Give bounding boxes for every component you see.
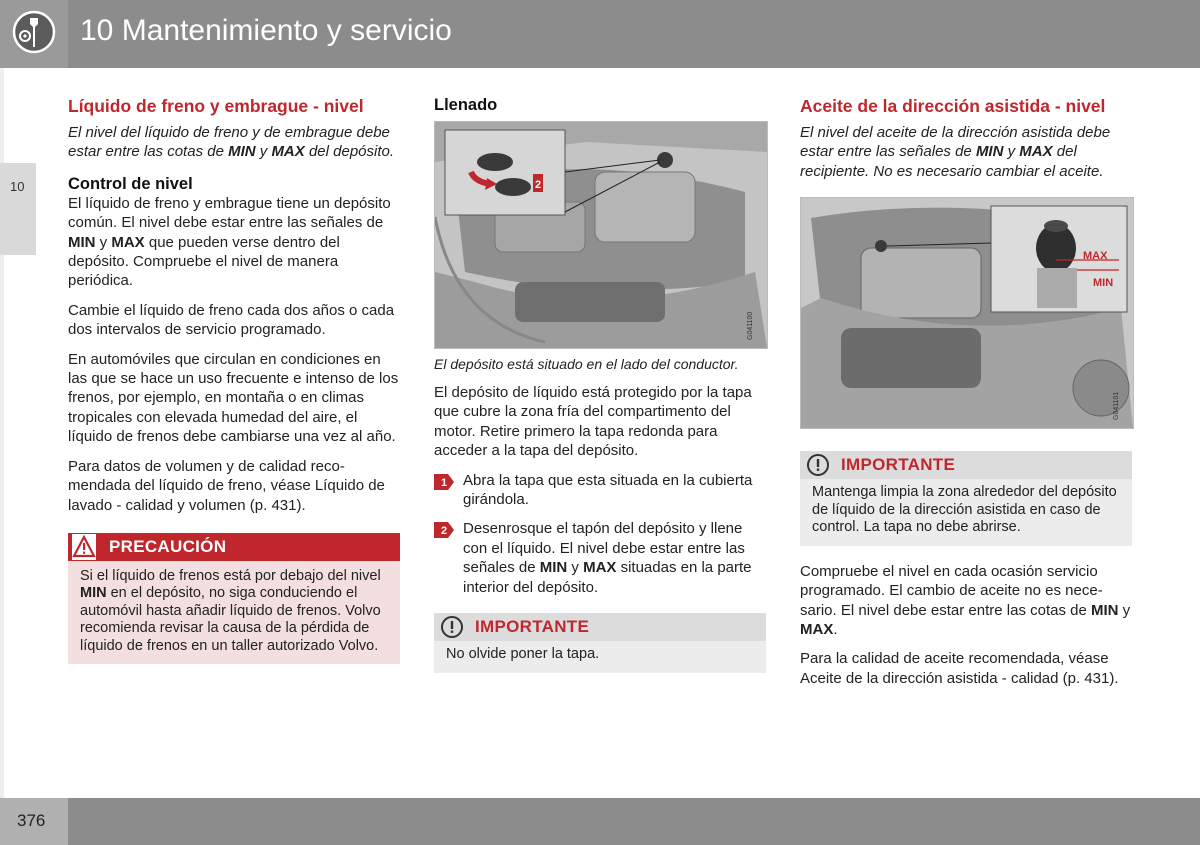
important-text-2: Mantenga limpia la zona alrededor del depósito de líquido de la dirección asistida en caso de control. La tapa no debe abrirse. — [812, 484, 1117, 536]
important-header — [434, 613, 766, 641]
important-text: No olvide poner la tapa. — [446, 646, 600, 663]
important-label: IMPORTANTE — [475, 617, 590, 637]
step-1-badge: 1 — [434, 474, 454, 490]
figure-code: G041100 — [747, 311, 754, 340]
subheading-filling: Llenado — [434, 96, 498, 114]
warning-triangle-icon — [72, 534, 96, 560]
figure-caption: El depósito está situado en el lado del conductor. — [434, 356, 739, 372]
step-2 — [434, 519, 766, 597]
column-filling — [434, 95, 766, 673]
important-box-steering — [800, 451, 1132, 546]
chapter-tab — [0, 163, 36, 255]
section-heading-power-steering: Aceite de la dirección asistida - nivel — [800, 96, 1106, 116]
header-icon-box — [0, 0, 68, 68]
caution-header — [68, 533, 400, 561]
chapter-title: 10 Mantenimiento y servicio — [80, 14, 452, 47]
engine-bay-image-steering — [800, 197, 1134, 429]
brake-paragraph-3: En automóviles que circulan en condiciones en las que se hace un uso frecuente e intenso de los frenos, por ejemplo, en montaña o en climas tropicales con elevada humedad del aire, el líquido de frenos debe cambiarse una vez al año. — [68, 350, 399, 446]
section-heading-brake-fluid: Líquido de freno y embrague - nivel — [68, 96, 364, 116]
steering-paragraph-1: Compruebe el nivel en cada ocasión servicio programado. El cambio de aceite no es necesario. El nivel debe estar entre las cotas de MIN y MAX. — [800, 562, 1131, 638]
chapter-tab-number: 10 — [10, 179, 25, 194]
brake-paragraph-2: Cambie el líquido de freno cada dos años o cada dos intervalos de servicio programado. — [68, 301, 395, 339]
engine-bay-image-brake — [434, 121, 768, 349]
important-label-2: IMPORTANTE — [841, 455, 956, 475]
brake-fluid-intro: El nivel del líquido de freno y de embrague debe estar entre las cotas de MIN y MAX del depósito. — [68, 124, 395, 161]
important-box-filling — [434, 613, 766, 673]
svg-text:2: 2 — [535, 179, 542, 191]
filling-paragraph: El depósito de líquido está protegido por la tapa que cubre la zona fría del compartimento del motor. Retire primero la tapa redonda para acceder a la tapa del depósito. — [434, 384, 752, 460]
important-header-2 — [800, 451, 1132, 479]
wrench-gear-icon — [12, 10, 56, 54]
exclamation-circle-icon — [440, 615, 464, 639]
brake-paragraph-1: El líquido de freno y embrague tiene un depósito común. El nivel debe estar entre las señales de MIN y MAX que pueden verse dentro del depósito. Compruebe el nivel de manera periódica. — [68, 194, 391, 290]
max-marker-label: MAX — [1083, 250, 1108, 263]
page-footer — [0, 798, 1200, 845]
engine-illustration — [435, 122, 767, 348]
exclamation-circle-icon — [806, 453, 830, 477]
step-2-badge: 2 — [434, 522, 454, 538]
steering-paragraph-2: Para la calidad de aceite recomendada, véase Aceite de la dirección asistida - calidad (p. 431). — [800, 650, 1119, 687]
power-steering-intro: El nivel del aceite de la dirección asistida debe estar entre las señales de MIN y MAX del recipiente. No es necesario cambiar el aceite. — [800, 124, 1111, 180]
min-marker-label: MIN — [1093, 277, 1114, 290]
subheading-level-check: Control de nivel — [68, 174, 193, 193]
caution-text: Si el líquido de frenos está por debajo del nivel MIN en el depósito, no siga conduciendo el automóvil hasta añadir líquido de frenos. Volvo recomienda revisar la causa de la pérdida de líquido de frenos en un taller autorizado Volvo. — [80, 567, 381, 654]
figure-code-2: G041101 — [1113, 391, 1120, 421]
step-1 — [434, 471, 766, 510]
page-number-box — [0, 798, 68, 845]
page-number: 376 — [17, 811, 46, 830]
brake-paragraph-4: Para datos de volumen y de calidad recomendada del líquido de freno, véase Líquido de lavado - calidad y volumen (p. 431). — [68, 457, 385, 514]
column-brake-fluid — [68, 95, 400, 664]
column-power-steering — [800, 95, 1132, 698]
page-header — [0, 0, 1200, 68]
caution-label: PRECAUCIÓN — [109, 536, 227, 556]
step-1-text: Abra la tapa que esta situada en la cubierta girándola. — [463, 471, 753, 509]
caution-box — [68, 533, 400, 665]
steering-reservoir-illustration — [801, 198, 1133, 428]
step-2-text: Desenrosque el tapón del depósito y llene con el líquido. El nivel debe estar entre las señales de MIN y MAX situadas en la parte interior del depósito. — [463, 520, 752, 596]
